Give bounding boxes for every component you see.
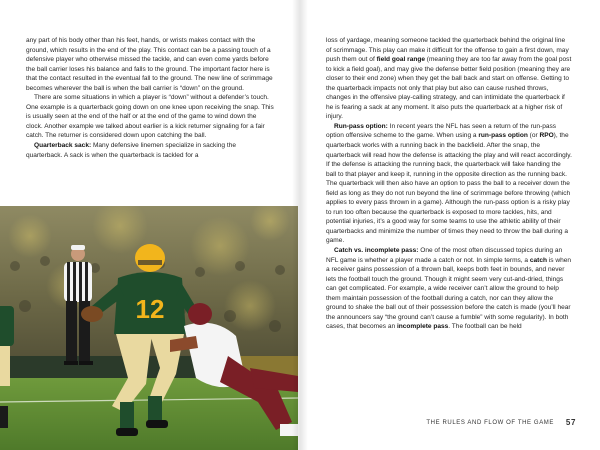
- text-run: ), the quarterback works with a running back in the backfield. After the snap, the quarterback will read how the defense is attacking the play and will react accordingly. If the defense is attacking the running back, the quarterback will fake handing the ball to that player and keep it, running in the opposite direction as the running back. The quarterback will then also have an option to pass the ball to a receiver down the field as long as they do not run beyond the line of scrimmage before throwing (which applies to every pass thrown in a game). Although the run-pass option is a risky play to run too often because the quarterback is exposed to more tackles, hits, and potential injuries, it’s a good way for some teams to use the athletic ability of their quarterbacks and minimize the number of times they need to throw the ball during a game.: [326, 132, 572, 245]
- body-paragraph: [26, 141, 274, 160]
- body-paragraph: [26, 93, 274, 141]
- body-paragraph: [326, 122, 572, 246]
- bold-term: Catch vs. incomplete pass:: [334, 247, 419, 255]
- football: [81, 306, 103, 322]
- football-photo-illustration: [0, 206, 298, 450]
- body-paragraph: [326, 36, 572, 122]
- right-page-text: [326, 36, 572, 332]
- text-run: Many defensive linemen specialize in sacking the quarterback. A sack is when the quarterback is tackled for a: [26, 142, 236, 159]
- body-paragraph: [326, 246, 572, 332]
- page-number: 57: [565, 418, 576, 427]
- jersey-number: 12: [135, 294, 165, 324]
- left-page-text: [26, 36, 274, 160]
- text-run: any part of his body other than his feet, hands, or wrists makes contact with the ground, which results in the end of the play. This contact can be a passing touch of a defensive player who otherwise missed the tackle, and can even come yards before the ball carrier loses his balance and falls to the ground. The important factor here is that the contact resulted in the eventual fall to the ground. The new line of scrimmage becomes wherever the ball is when the ball carrier is “down” on the ground.: [26, 37, 273, 92]
- text-run: (or: [527, 132, 540, 140]
- running-head: THE RULES AND FLOW OF THE GAME: [426, 420, 554, 426]
- page-footer: [300, 418, 576, 430]
- bold-term: run-pass option: [478, 132, 528, 140]
- text-run: is when a receiver gains possession of a thrown ball, keeps both feet in bounds, and never lets the football touch the ground. Though it might seem very cut-and-dried, things can get complicated. For example, a wide receiver can’t allow the ground to help them maintain possession of the football during a catch, nor can they allow the ground to shake the ball out of their possession before the catch is made (you’ll hear the announcers say “the ground can’t cause a fumble” with some regularity). In both cases, that becomes an: [326, 256, 572, 331]
- text-run: There are some situations in which a player is “down” without a defender’s touch. One example is a quarterback going down on one knee upon receiving the snap. This is usually seen at the end of the half or at the end of the game to wind down the clock. Another example we talked about earlier is a kick returner signaling for a fair catch. The returner is considered down upon catching the ball.: [26, 94, 274, 140]
- bold-term: RPO: [539, 132, 554, 140]
- bold-term: catch: [529, 256, 547, 264]
- body-paragraph: [26, 36, 274, 93]
- bold-term: Quarterback sack:: [34, 142, 92, 150]
- bold-term: incomplete pass: [396, 323, 449, 331]
- football-photo: [0, 206, 298, 450]
- text-run: One of the most often discussed topics during an NFL game is whether a player made a catch or not. In simple terms, a: [326, 247, 563, 264]
- text-run: . The football can be held: [448, 323, 522, 331]
- text-run: In recent years the NFL has seen a return of the run-pass option offensive scheme to the game. When using a: [326, 122, 557, 140]
- text-run: loss of yardage, meaning someone tackled the quarterback behind the original line of scrimmage. This play can make it difficult for the offense to gain a first down, may push them out of: [326, 37, 569, 64]
- book-gutter: [292, 0, 308, 450]
- bold-term: field goal range: [376, 56, 425, 64]
- text-run: (meaning they are too far away from the goal post to kick a field goal), and may give the defense better field position (meaning they are closer to their end zone) when they get the ball back and start on offense. Getting to the quarterback impacts not only that play but also can cause rushed throws, changes in the offensive play-calling strategy, and can intimidate the quarterback if he is fearing a sack at any moment. It also puts the quarterback at a higher risk of injury.: [326, 56, 572, 121]
- bold-term: Run-pass option:: [334, 122, 388, 130]
